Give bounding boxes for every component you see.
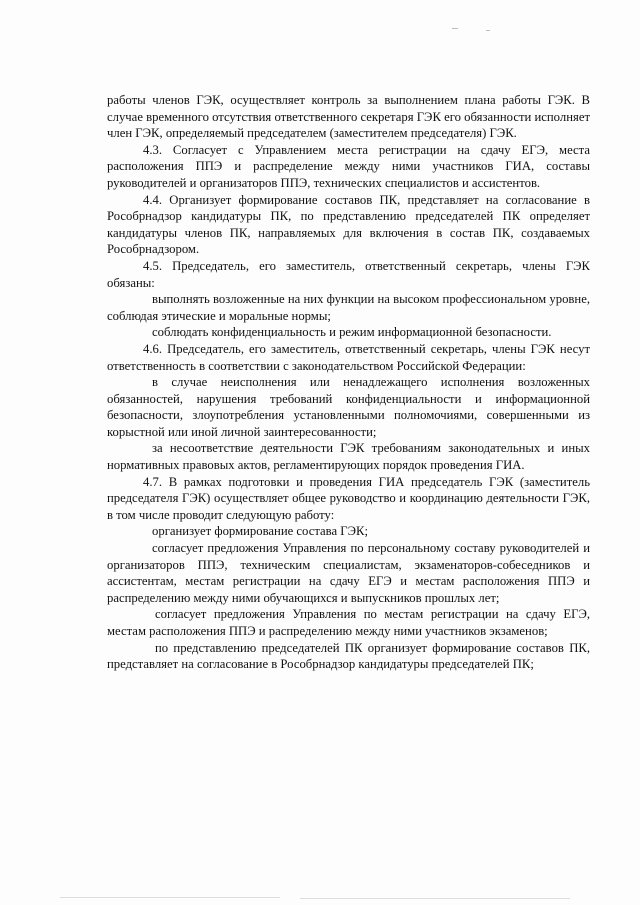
list-item-work: организует формирование состава ГЭК; bbox=[152, 524, 369, 539]
scan-speck bbox=[486, 30, 490, 31]
list-item-responsibility: в случае неисполнения или ненадлежащего исполнения возложенных обязанностей, нарушения требований конфиденциальности и информационной безопасности, злоупотребления установленными полномочиями, совершенными из корыстной или иной личной заинтересованности; bbox=[107, 375, 590, 439]
list-item-work: согласует предложения Управления по персональному составу руководителей и организаторов ППЭ, техническим специалистам, экзаменаторов-собеседников и ассистентам, местам регистрации на сдачу ЕГЭ и местам расположения ППЭ и распределению между ними обучающихся и выпускников прошлых лет; bbox=[107, 541, 590, 605]
list-item-work: согласует предложения Управления по местам регистрации на сдачу ЕГЭ, местам расположения ППЭ и распределению между ними участников экзаменов; bbox=[107, 607, 590, 638]
paragraph-continuation: работы членов ГЭК, осуществляет контроль за выполнением плана работы ГЭК. В случае временного отсутствия ответственного секретаря ГЭК его обязанности исполняет член ГЭК, определяемый председателем (заместителем председателя) ГЭК. bbox=[107, 93, 590, 141]
list-item-duty: соблюдать конфиденциальность и режим информационной безопасности. bbox=[152, 325, 552, 340]
scan-edge-line bbox=[300, 898, 570, 899]
paragraph-4-3: 4.3. Согласует с Управлением места регистрации на сдачу ЕГЭ, места расположения ППЭ и распределение между ними участников ГИА, составы руководителей и организаторов ППЭ, технических специалистов и ассистентов. bbox=[107, 142, 590, 190]
paragraph-4-4: 4.4. Организует формирование составов ПК, представляет на согласование в Рособрнадзор кандидатуры ПК, по представлению председателей ПК определяет кандидатуры членов ПК, направляемых для включения в состав ПК, создаваемых Рособрнадзором. bbox=[107, 192, 590, 257]
list-item-duty: выполнять возложенные на них функции на высоком профессиональном уровне, соблюдая этические и моральные нормы; bbox=[107, 292, 590, 323]
paragraph-4-7: 4.7. В рамках подготовки и проведения ГИА председатель ГЭК (заместитель председателя ГЭК) осуществляет общее руководство и координацию деятельности ГЭК, в том числе проводит следующую работу: bbox=[107, 474, 590, 522]
scan-speck bbox=[452, 28, 458, 29]
document-body bbox=[107, 92, 590, 673]
paragraph-4-5: 4.5. Председатель, его заместитель, ответственный секретарь, члены ГЭК обязаны: bbox=[107, 258, 590, 290]
list-item-work: по представлению председателей ПК организует формирование составов ПК, представляет на согласование в Рособрнадзор кандидатуры председателей ПК; bbox=[107, 640, 590, 672]
scan-edge-line bbox=[60, 897, 280, 898]
paragraph-4-6: 4.6. Председатель, его заместитель, ответственный секретарь, члены ГЭК несут ответственность в соответствии с законодательством Российской Федерации: bbox=[107, 341, 590, 373]
list-item-responsibility: за несоответствие деятельности ГЭК требованиям законодательных и иных нормативных правовых актов, регламентирующих порядок проведения ГИА. bbox=[107, 441, 590, 473]
